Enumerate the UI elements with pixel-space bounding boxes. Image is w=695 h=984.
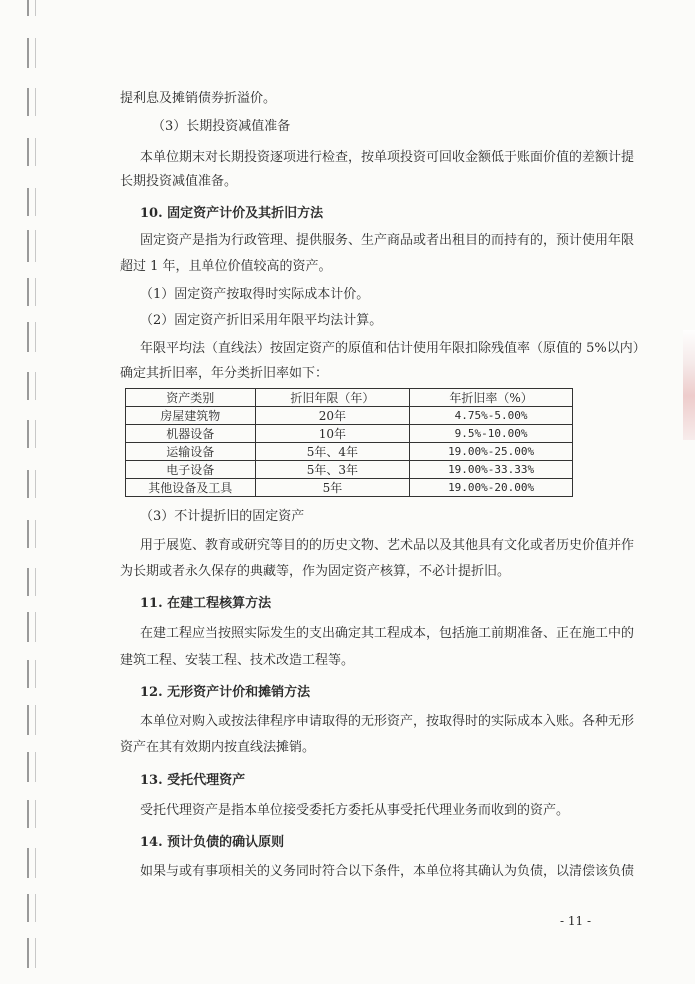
table-cell: 运输设备 [126, 443, 256, 461]
table-cell: 19.00%-33.33% [410, 461, 573, 479]
binding-mark [27, 38, 36, 68]
binding-mark [27, 800, 36, 828]
table-cell: 10年 [255, 425, 410, 443]
text-line: 在建工程应当按照实际发生的支出确定其工程成本，包括施工前期准备、正在施工中的 [140, 626, 635, 641]
binding-mark [27, 372, 36, 400]
binding-mark [27, 322, 36, 352]
table-row [126, 479, 573, 497]
binding-mark [27, 230, 36, 262]
text-line: 本单位期末对长期投资逐项进行检查，按单项投资可回收金额低于账面价值的差额计提 [140, 150, 635, 165]
text-line: 提利息及摊销债券折溢价。 [120, 91, 277, 106]
binding-mark [27, 520, 36, 548]
binding-mark [27, 938, 36, 968]
table-header-row [126, 389, 573, 407]
section-heading: 12. 无形资产计价和摊销方法 [140, 685, 311, 700]
binding-mark [27, 848, 36, 878]
text-line: （2）固定资产折旧采用年限平均法计算。 [140, 313, 383, 328]
text-line: 用于展览、教育或研究等目的的历史文物、艺术品以及其他具有文化或者历史价值并作 [140, 538, 635, 553]
text-line: 本单位对购入或按法律程序申请取得的无形资产，按取得时的实际成本入账。各种无形 [140, 714, 635, 729]
text-line: （1）固定资产按取得时实际成本计价。 [140, 287, 370, 302]
table-cell: 5年、4年 [255, 443, 410, 461]
binding-mark [27, 660, 36, 688]
section-heading: 14. 预计负债的确认原则 [140, 835, 285, 850]
table-row [126, 461, 573, 479]
table-header-cell: 资产类别 [126, 389, 256, 407]
sub-heading: （3）长期投资减值准备 [152, 119, 291, 134]
table-cell: 5年 [255, 479, 410, 497]
text-line: 为长期或者永久保存的典藏等，作为固定资产核算，不必计提折旧。 [120, 564, 511, 579]
table-row [126, 425, 573, 443]
binding-mark [27, 705, 36, 735]
binding-mark [27, 420, 36, 448]
depreciation-table [125, 388, 573, 497]
table-cell: 电子设备 [126, 461, 256, 479]
text-line: 受托代理资产是指本单位接受委托方委托从事受托代理业务而收到的资产。 [140, 803, 570, 818]
binding-mark [27, 612, 36, 642]
text-line: 资产在其有效期内按直线法摊销。 [120, 740, 316, 755]
binding-mark [27, 568, 36, 596]
text-line: 如果与或有事项相关的义务同时符合以下条件，本单位将其确认为负债，以清偿该负债 [140, 864, 635, 879]
page-number: - 11 - [560, 914, 592, 928]
edge-stamp-mark [683, 330, 695, 440]
table-cell: 19.00%-25.00% [410, 443, 573, 461]
binding-mark [27, 278, 36, 306]
binding-mark [27, 138, 36, 166]
table-cell: 机器设备 [126, 425, 256, 443]
binding-mark [27, 752, 36, 782]
binding-mark [27, 188, 36, 216]
binding-mark [27, 470, 36, 498]
binding-holes [0, 0, 40, 984]
binding-mark [27, 88, 36, 116]
text-line: 长期投资减值准备。 [120, 174, 238, 189]
table-header-cell: 折旧年限（年） [255, 389, 410, 407]
binding-mark [27, 0, 36, 16]
table-cell: 4.75%-5.00% [410, 407, 573, 425]
sub-heading: （3）不计提折旧的固定资产 [140, 509, 305, 524]
text-line: 年限平均法（直线法）按固定资产的原值和估计使用年限扣除残值率（原值的 5%以内） [140, 341, 646, 356]
binding-mark [27, 894, 36, 922]
table-row [126, 407, 573, 425]
table-cell: 5年、3年 [255, 461, 410, 479]
table-header-cell: 年折旧率（%） [410, 389, 573, 407]
table-cell: 20年 [255, 407, 410, 425]
table-cell: 9.5%-10.00% [410, 425, 573, 443]
text-line: 确定其折旧率，年分类折旧率如下： [120, 366, 329, 381]
section-heading: 11. 在建工程核算方法 [140, 596, 272, 611]
table-cell: 其他设备及工具 [126, 479, 256, 497]
table-row [126, 443, 573, 461]
text-line: 固定资产是指为行政管理、提供服务、生产商品或者出租目的而持有的，预计使用年限 [140, 233, 635, 248]
section-heading: 13. 受托代理资产 [140, 773, 246, 788]
section-heading: 10. 固定资产计价及其折旧方法 [140, 206, 324, 221]
text-line: 建筑工程、安装工程、技术改造工程等。 [120, 653, 355, 668]
text-line: 超过 1 年，且单位价值较高的资产。 [120, 259, 332, 274]
table-cell: 房屋建筑物 [126, 407, 256, 425]
table-cell: 19.00%-20.00% [410, 479, 573, 497]
